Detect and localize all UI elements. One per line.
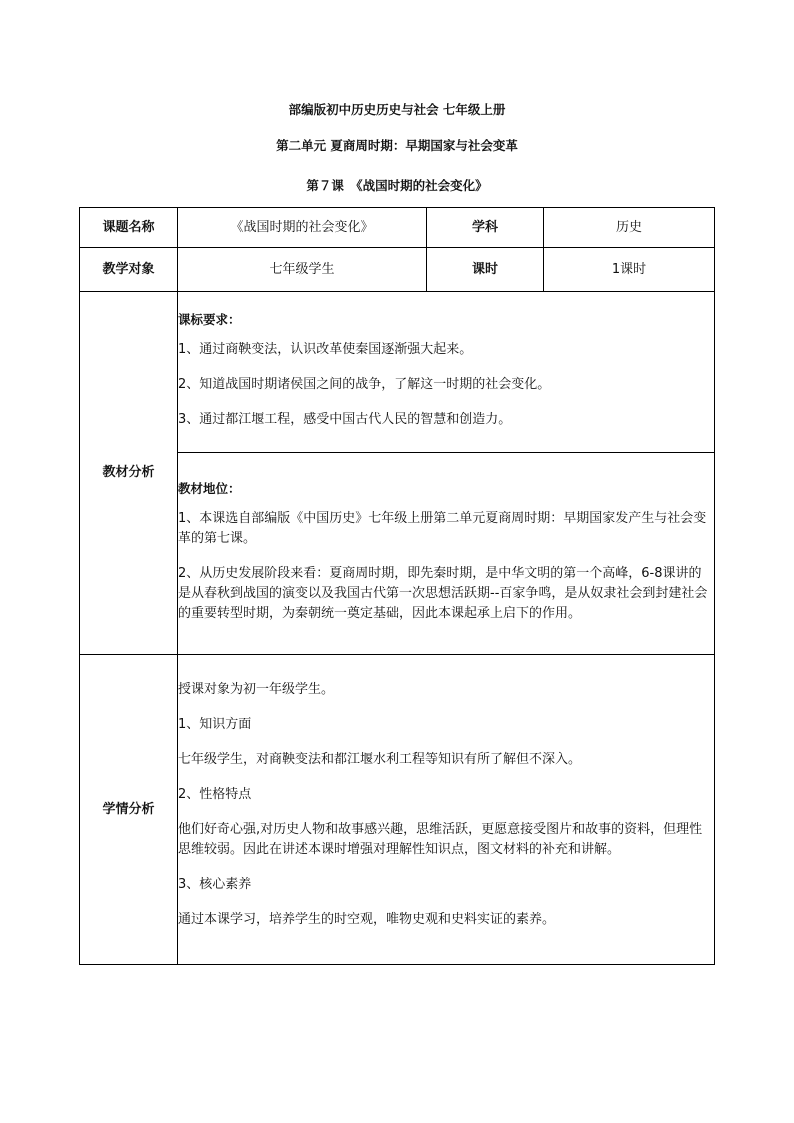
material-position-cell xyxy=(178,453,715,655)
learner-paragraph: 2、性格特点 xyxy=(178,787,252,802)
unit-title: 第二单元 夏商周时期：早期国家与社会变革 xyxy=(276,138,518,153)
document-title: 部编版初中历史历史与社会 七年级上册 xyxy=(288,102,506,117)
learner-paragraph: 授课对象为初一年级学生。 xyxy=(178,682,335,697)
standard-item: 1、通过商鞅变法，认识改革使秦国逐渐强大起来。 xyxy=(178,342,473,357)
learner-paragraph: 七年级学生，对商鞅变法和都江堰水利工程等知识有所了解但不深入。 xyxy=(178,752,582,767)
curriculum-standards-cell xyxy=(178,292,715,453)
position-paragraph: 2、从历史发展阶段来看：夏商周时期，即先秦时期，是中华文明的第一个高峰，6-8课讲的是从春秋到战国的演变以及我国古代第一次思想活跃期--百家争鸣，是从奴隶社会到封建社会的重要转型时期，为秦朝统一奠定基础，因此本课起承上启下的作用。 xyxy=(178,566,708,621)
period-value: 1课时 xyxy=(544,248,715,292)
learner-analysis-label: 学情分析 xyxy=(80,655,178,965)
lesson-title: 第７课 《战国时期的社会变化》 xyxy=(306,178,488,193)
audience-label: 教学对象 xyxy=(80,248,178,292)
table-row xyxy=(80,292,715,453)
learner-paragraph: 通过本课学习，培养学生的时空观，唯物史观和史料实证的素养。 xyxy=(178,912,556,927)
material-position-title: 教材地位： xyxy=(178,481,241,496)
subject-label: 学科 xyxy=(427,208,544,248)
material-analysis-label: 教材分析 xyxy=(80,292,178,655)
table-row xyxy=(80,208,715,248)
subject-value: 历史 xyxy=(544,208,715,248)
audience-value: 七年级学生 xyxy=(178,248,427,292)
learner-paragraph: 1、知识方面 xyxy=(178,717,252,732)
learner-analysis-cell xyxy=(178,655,715,965)
learner-paragraph: 他们好奇心强,对历史人物和故事感兴趣，思维活跃，更愿意接受图片和故事的资料，但理性思维较弱。因此在讲述本课时增强对理解性知识点，图文材料的补充和讲解。 xyxy=(178,822,703,857)
position-paragraph: 1、本课选自部编版《中国历史》七年级上册第二单元夏商周时期：早期国家发产生与社会变革的第七课。 xyxy=(178,511,707,546)
standard-item: 3、通过都江堰工程，感受中国古代人民的智慧和创造力。 xyxy=(178,412,512,427)
topic-name-label: 课题名称 xyxy=(80,208,178,248)
table-row xyxy=(80,248,715,292)
learner-paragraph: 3、核心素养 xyxy=(178,877,252,892)
standard-item: 2、知道战国时期诸侯国之间的战争，了解这一时期的社会变化。 xyxy=(178,377,551,392)
period-label: 课时 xyxy=(427,248,544,292)
lesson-plan-table xyxy=(79,207,715,965)
table-row xyxy=(80,655,715,965)
topic-name-value: 《战国时期的社会变化》 xyxy=(178,208,427,248)
curriculum-standards-title: 课标要求： xyxy=(178,312,241,327)
